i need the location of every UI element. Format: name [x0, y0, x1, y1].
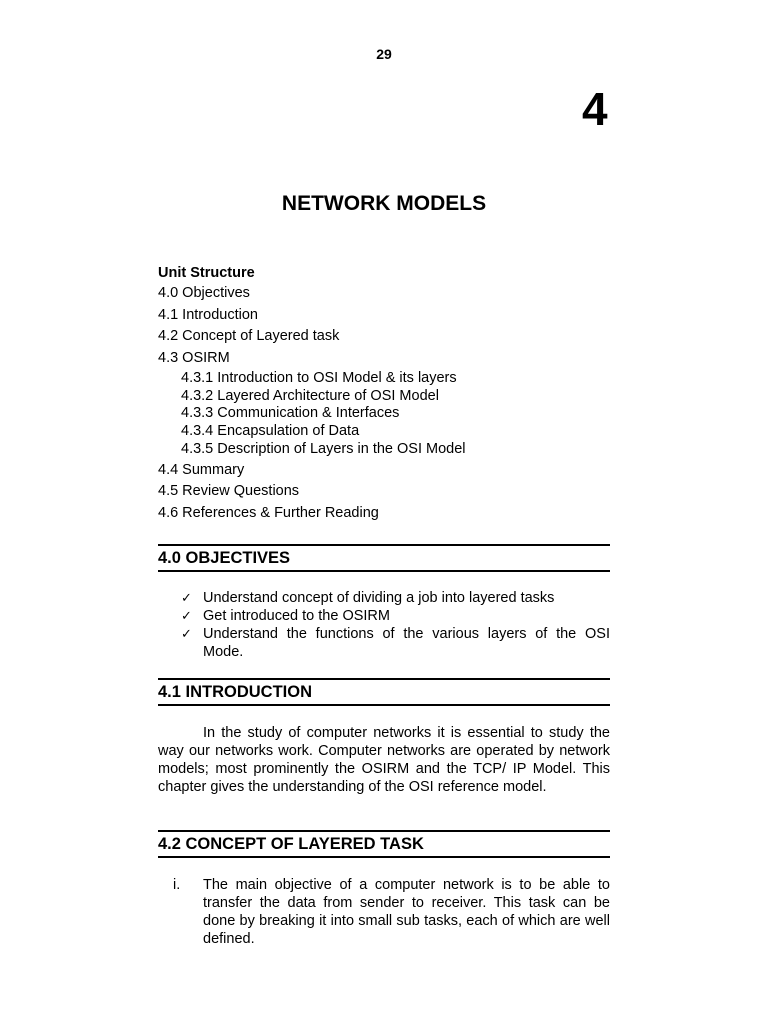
chapter-title: NETWORK MODELS — [281, 192, 487, 215]
toc-subitem-communication: 4.3.3 Communication & Interfaces — [181, 405, 400, 422]
section-heading-objectives: 4.0 OBJECTIVES — [158, 544, 610, 572]
unit-structure-heading: Unit Structure — [158, 265, 255, 281]
toc-item-references: 4.6 References & Further Reading — [158, 505, 379, 522]
objectives-list — [181, 589, 610, 661]
toc-subitem-osi-intro: 4.3.1 Introduction to OSI Model & its layers — [181, 369, 457, 386]
objective-text: Understand concept of dividing a job into layered tasks — [203, 590, 555, 606]
list-marker: i. — [173, 877, 181, 893]
section-heading-layered-task: 4.2 CONCEPT OF LAYERED TASK — [158, 830, 610, 858]
layered-task-text: The main objective of a computer network is to be able to transfer the data from sender to receiver. This task can be done by breaking it into small sub tasks, each of which are well defined. — [203, 877, 610, 947]
page-number: 29 — [376, 46, 392, 62]
toc-item-objectives: 4.0 Objectives — [158, 285, 250, 301]
toc-subitem-layered-architecture: 4.3.2 Layered Architecture of OSI Model — [181, 387, 439, 404]
introduction-paragraph: In the study of computer networks it is essential to study the way our networks work. Computer networks are operated by network models; most prominently the OSIRM and the TCP/ IP Model. This chapter gives the understanding of the OSI reference model. — [158, 725, 610, 795]
toc-item-layered-task: 4.2 Concept of Layered task — [158, 328, 340, 345]
toc-item-introduction: 4.1 Introduction — [158, 306, 258, 323]
toc-subitem-encapsulation: 4.3.4 Encapsulation of Data — [181, 423, 360, 440]
toc-item-review-questions: 4.5 Review Questions — [158, 483, 300, 500]
objective-item — [181, 589, 610, 607]
objective-text: Understand the functions of the various layers of the OSI Mode. — [203, 626, 610, 660]
chapter-number: 4 — [582, 83, 608, 135]
toc-item-osirm: 4.3 OSIRM — [158, 350, 230, 367]
layered-task-list — [158, 876, 610, 948]
toc-item-summary: 4.4 Summary — [158, 461, 245, 478]
toc-subitem-layer-description: 4.3.5 Description of Layers in the OSI Model — [181, 440, 466, 457]
layered-task-item — [158, 876, 610, 948]
objective-item — [181, 607, 610, 625]
check-mark-icon: ✓ — [181, 590, 192, 605]
objective-text: Get introduced to the OSIRM — [203, 608, 390, 624]
section-heading-introduction: 4.1 INTRODUCTION — [158, 678, 610, 706]
check-mark-icon: ✓ — [181, 608, 192, 623]
unit-structure — [158, 263, 610, 525]
check-mark-icon: ✓ — [181, 626, 192, 641]
objective-item — [181, 625, 610, 661]
